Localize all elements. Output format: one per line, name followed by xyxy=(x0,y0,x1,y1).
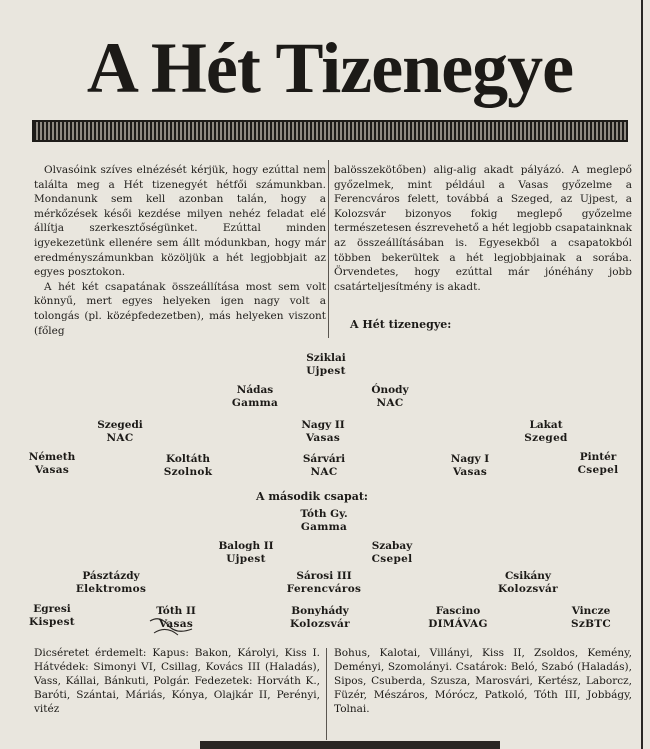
player-name: Bonyhády xyxy=(291,605,349,617)
bottom-rule xyxy=(200,741,500,749)
player-name: Szabay xyxy=(371,540,413,552)
player-entry xyxy=(556,605,626,631)
player-name: Sziklai xyxy=(306,352,346,364)
player-entry xyxy=(488,570,568,596)
column-divider xyxy=(328,160,329,338)
player-name: Szegedi xyxy=(97,419,143,431)
player-entry xyxy=(360,384,420,410)
player-team: Ujpest xyxy=(226,553,266,565)
player-team: Kolozsvár xyxy=(290,618,350,630)
player-entry xyxy=(22,603,82,629)
player-team: Gamma xyxy=(300,521,348,533)
player-name: Tóth Gy. xyxy=(300,508,348,520)
player-name: Csikány xyxy=(504,570,552,582)
player-name: Nagy II xyxy=(301,419,345,431)
player-team: Csepel xyxy=(371,553,413,565)
player-name: Ónody xyxy=(371,384,409,396)
player-entry xyxy=(280,605,360,631)
honorable-mentions-text: Dicséretet érdemelt: Kapus: Bakon, Károlyi, Kiss I. Hátvédek: Simonyi VI, Csillag, Kovács III (Haladás), Vass, Kállai, Bánkuti, Polgár. Fedezetek: Horváth K., Baróti, Szántai, Máriás, Kónya, Olajkár II, Perényi, vitéz xyxy=(34,647,320,715)
player-team: Szeged xyxy=(524,432,568,444)
intro-left-column xyxy=(34,163,326,338)
player-name: Lakat xyxy=(529,419,563,431)
player-entry xyxy=(514,419,578,445)
intro-paragraph: balösszekötőben) alig-alig akadt pályázó. A meglepő győzelmek, mint például a Vasas győzelme a Ferencváros felett, továbbá a Szeged, az Ujpest, a Kolozsvár bizonyos fokig meglepő győzelme természetesen észrevehető a hét legjobb csapatainknak az összeállításában is. Egyesekből a csapatokból többen bekerültek a hét legjobbjainak a sorába. Örvendetes, hogy ezúttal már jónéhány jobb csatárteljesítmény is akadt. xyxy=(334,164,632,293)
player-entry xyxy=(292,453,356,479)
player-name: Pintér xyxy=(579,451,617,463)
player-name: Egresi xyxy=(33,603,71,615)
player-team: Csepel xyxy=(577,464,619,476)
player-entry xyxy=(68,570,154,596)
headline-rule xyxy=(32,120,628,142)
player-name: Németh xyxy=(28,451,76,463)
player-entry xyxy=(156,453,220,479)
honorable-mentions-left xyxy=(34,646,320,716)
player-entry xyxy=(222,384,288,410)
honorable-mentions-right xyxy=(334,646,632,716)
player-entry xyxy=(296,352,356,378)
player-name: Nagy I xyxy=(450,453,490,465)
headline: A Hét Tizenegye xyxy=(86,28,574,108)
player-entry xyxy=(208,540,284,566)
player-name: Pásztázdy xyxy=(82,570,140,582)
player-team: Kolozsvár xyxy=(498,583,558,595)
player-entry xyxy=(420,605,496,631)
player-entry xyxy=(22,451,82,477)
column-rule xyxy=(641,0,643,749)
player-name: Fascino xyxy=(435,605,481,617)
player-entry xyxy=(278,570,370,596)
player-team: Ujpest xyxy=(306,365,346,377)
player-team: Ferencváros xyxy=(286,583,362,595)
player-name: Nádas xyxy=(236,384,274,396)
player-team: SzBTC xyxy=(570,618,612,630)
player-team: NAC xyxy=(376,397,404,409)
intro-paragraph: Olvasóink szíves elnézését kérjük, hogy ezúttal nem találta meg a Hét tizenegyét hétfői számunkban. Mondanunk sem kell azonban talán, hogy a mérkőzések késői kezdése milyen nehéz feladat elé állítja szerkesztőségünket. Ezúttal minden igyekezetünk ellenére sem állt módunkban, hogy már eredményszámunkban közöljük a hét legjobbjait az egyes posztokon. xyxy=(34,164,326,279)
player-name: Sárvári xyxy=(302,453,346,465)
column-divider xyxy=(326,648,327,740)
player-name: Balogh II xyxy=(218,540,274,552)
player-team: Vasas xyxy=(34,464,70,476)
player-team: DIMÁVAG xyxy=(428,618,488,630)
player-team: Vasas xyxy=(305,432,341,444)
player-name: Tóth II xyxy=(156,605,196,617)
player-entry xyxy=(568,451,628,477)
honorable-mentions-text: Bohus, Kalotai, Villányi, Kiss II, Zsoldos, Kemény, Deményi, Szomolányi. Csatárok: Beló, Szabó (Haladás), Sipos, Csuberda, Szusza, Marosvári, Kertész, Laborcz, Füzér, Mészáros, Mórócz, Patkoló, Tóth III, Jobbágy, Tolnai. xyxy=(334,647,632,715)
player-team: Kispest xyxy=(29,616,75,628)
player-team: NAC xyxy=(310,466,338,478)
player-name: Koltáth xyxy=(165,453,211,465)
second-team-heading: A második csapat: xyxy=(256,490,368,503)
player-entry xyxy=(88,419,152,445)
player-entry xyxy=(290,419,356,445)
player-team: Vasas xyxy=(452,466,488,478)
player-team: Vasas xyxy=(158,618,194,630)
player-entry xyxy=(362,540,422,566)
intro-paragraph: A hét két csapatának összeállítása most sem volt könnyű, mert egyes helyeken igen nagy volt a tolongás (pl. középfedezetben), más helyeken viszont (főleg xyxy=(34,280,326,337)
player-team: Szolnok xyxy=(163,466,213,478)
first-team-heading: A Hét tizenegye: xyxy=(350,318,452,331)
player-team: Elektromos xyxy=(75,583,147,595)
player-name: Vincze xyxy=(571,605,611,617)
player-name: Sárosi III xyxy=(296,570,352,582)
player-entry xyxy=(284,508,364,534)
player-team: NAC xyxy=(106,432,134,444)
intro-right-column xyxy=(334,163,632,294)
player-entry xyxy=(440,453,500,479)
player-team: Gamma xyxy=(231,397,279,409)
ink-scribble xyxy=(148,615,194,639)
